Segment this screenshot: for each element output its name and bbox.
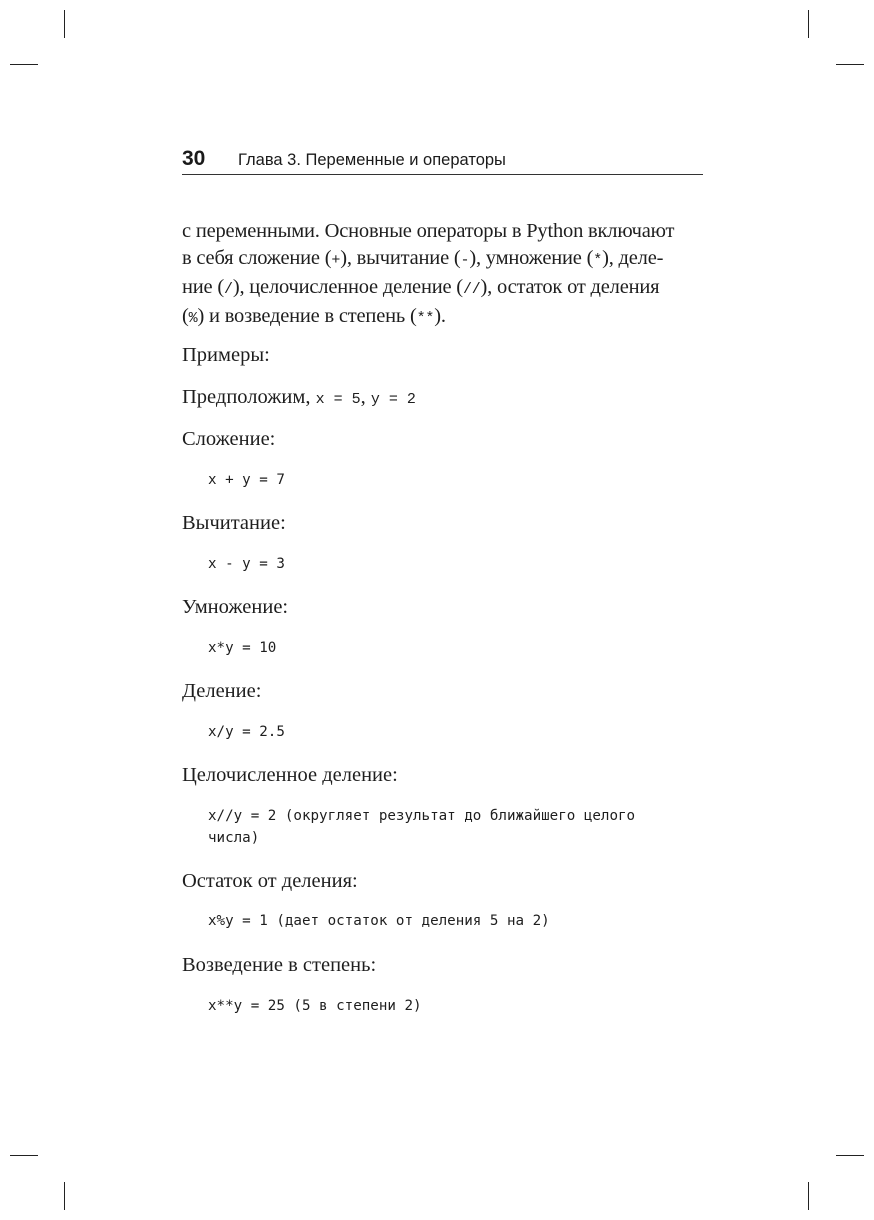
- operator-minus: -: [460, 252, 470, 269]
- code-subtraction: x - y = 3: [208, 556, 285, 572]
- code-floor-division-line1: x//y = 2 (округляет результат до ближайшего целого: [208, 808, 636, 824]
- intro-line: [182, 274, 703, 303]
- intro-line: [182, 303, 703, 332]
- intro-paragraph: [182, 218, 703, 332]
- x-assignment: x = 5: [315, 391, 361, 408]
- intro-text: ), остаток от деления: [480, 276, 660, 298]
- intro-text: ние (: [182, 276, 224, 298]
- crop-mark: [836, 64, 864, 65]
- section-label-division: Деление:: [182, 680, 262, 702]
- crop-mark: [808, 10, 809, 38]
- code-modulo: x%y = 1 (дает остаток от деления 5 на 2): [208, 913, 550, 929]
- intro-text: (: [182, 305, 189, 327]
- code-multiplication: x*y = 10: [208, 640, 277, 656]
- section-label-addition: Сложение:: [182, 428, 276, 450]
- code-addition: x + y = 7: [208, 472, 285, 488]
- section-label-subtraction: Вычитание:: [182, 512, 286, 534]
- assumption-line: [182, 384, 416, 413]
- intro-text: с переменными. Основные операторы в Python включают: [182, 220, 675, 242]
- operator-floor-divide: //: [462, 281, 481, 298]
- assumption-separator: ,: [360, 386, 371, 408]
- operator-power: **: [416, 310, 435, 327]
- code-floor-division-line2: числа): [208, 830, 260, 846]
- crop-mark: [10, 1155, 38, 1156]
- intro-text: в себя сложение (: [182, 247, 332, 269]
- crop-mark: [10, 64, 38, 65]
- operator-divide: /: [224, 281, 233, 298]
- intro-text: ), целочисленное деление (: [232, 276, 463, 298]
- assumption-text: Предположим,: [182, 386, 316, 408]
- crop-mark: [64, 1182, 65, 1210]
- chapter-title: Глава 3. Переменные и операторы: [238, 151, 506, 169]
- operator-modulo: %: [188, 310, 198, 327]
- code-power: x**y = 25 (5 в степени 2): [208, 998, 422, 1014]
- section-label-power: Возведение в степень:: [182, 954, 377, 976]
- intro-text: ), вычитание (: [340, 247, 461, 269]
- running-header: [182, 146, 703, 175]
- page-number: 30: [182, 147, 206, 170]
- code-division: x/y = 2.5: [208, 724, 285, 740]
- crop-mark: [808, 1182, 809, 1210]
- intro-text: ) и возведение в степень (: [197, 305, 417, 327]
- crop-mark: [836, 1155, 864, 1156]
- operator-plus: +: [331, 252, 341, 269]
- y-assignment: y = 2: [370, 391, 416, 408]
- operator-multiply: *: [593, 252, 603, 269]
- examples-label: Примеры:: [182, 344, 270, 366]
- intro-text: ).: [434, 305, 446, 327]
- section-label-floor-division: Целочисленное деление:: [182, 764, 398, 786]
- intro-line: [182, 218, 703, 245]
- intro-text: ), умножение (: [469, 247, 594, 269]
- crop-mark: [64, 10, 65, 38]
- section-label-multiplication: Умножение:: [182, 596, 289, 618]
- section-label-modulo: Остаток от деления:: [182, 870, 358, 892]
- intro-text: ), деле-: [602, 247, 664, 269]
- intro-line: [182, 245, 703, 274]
